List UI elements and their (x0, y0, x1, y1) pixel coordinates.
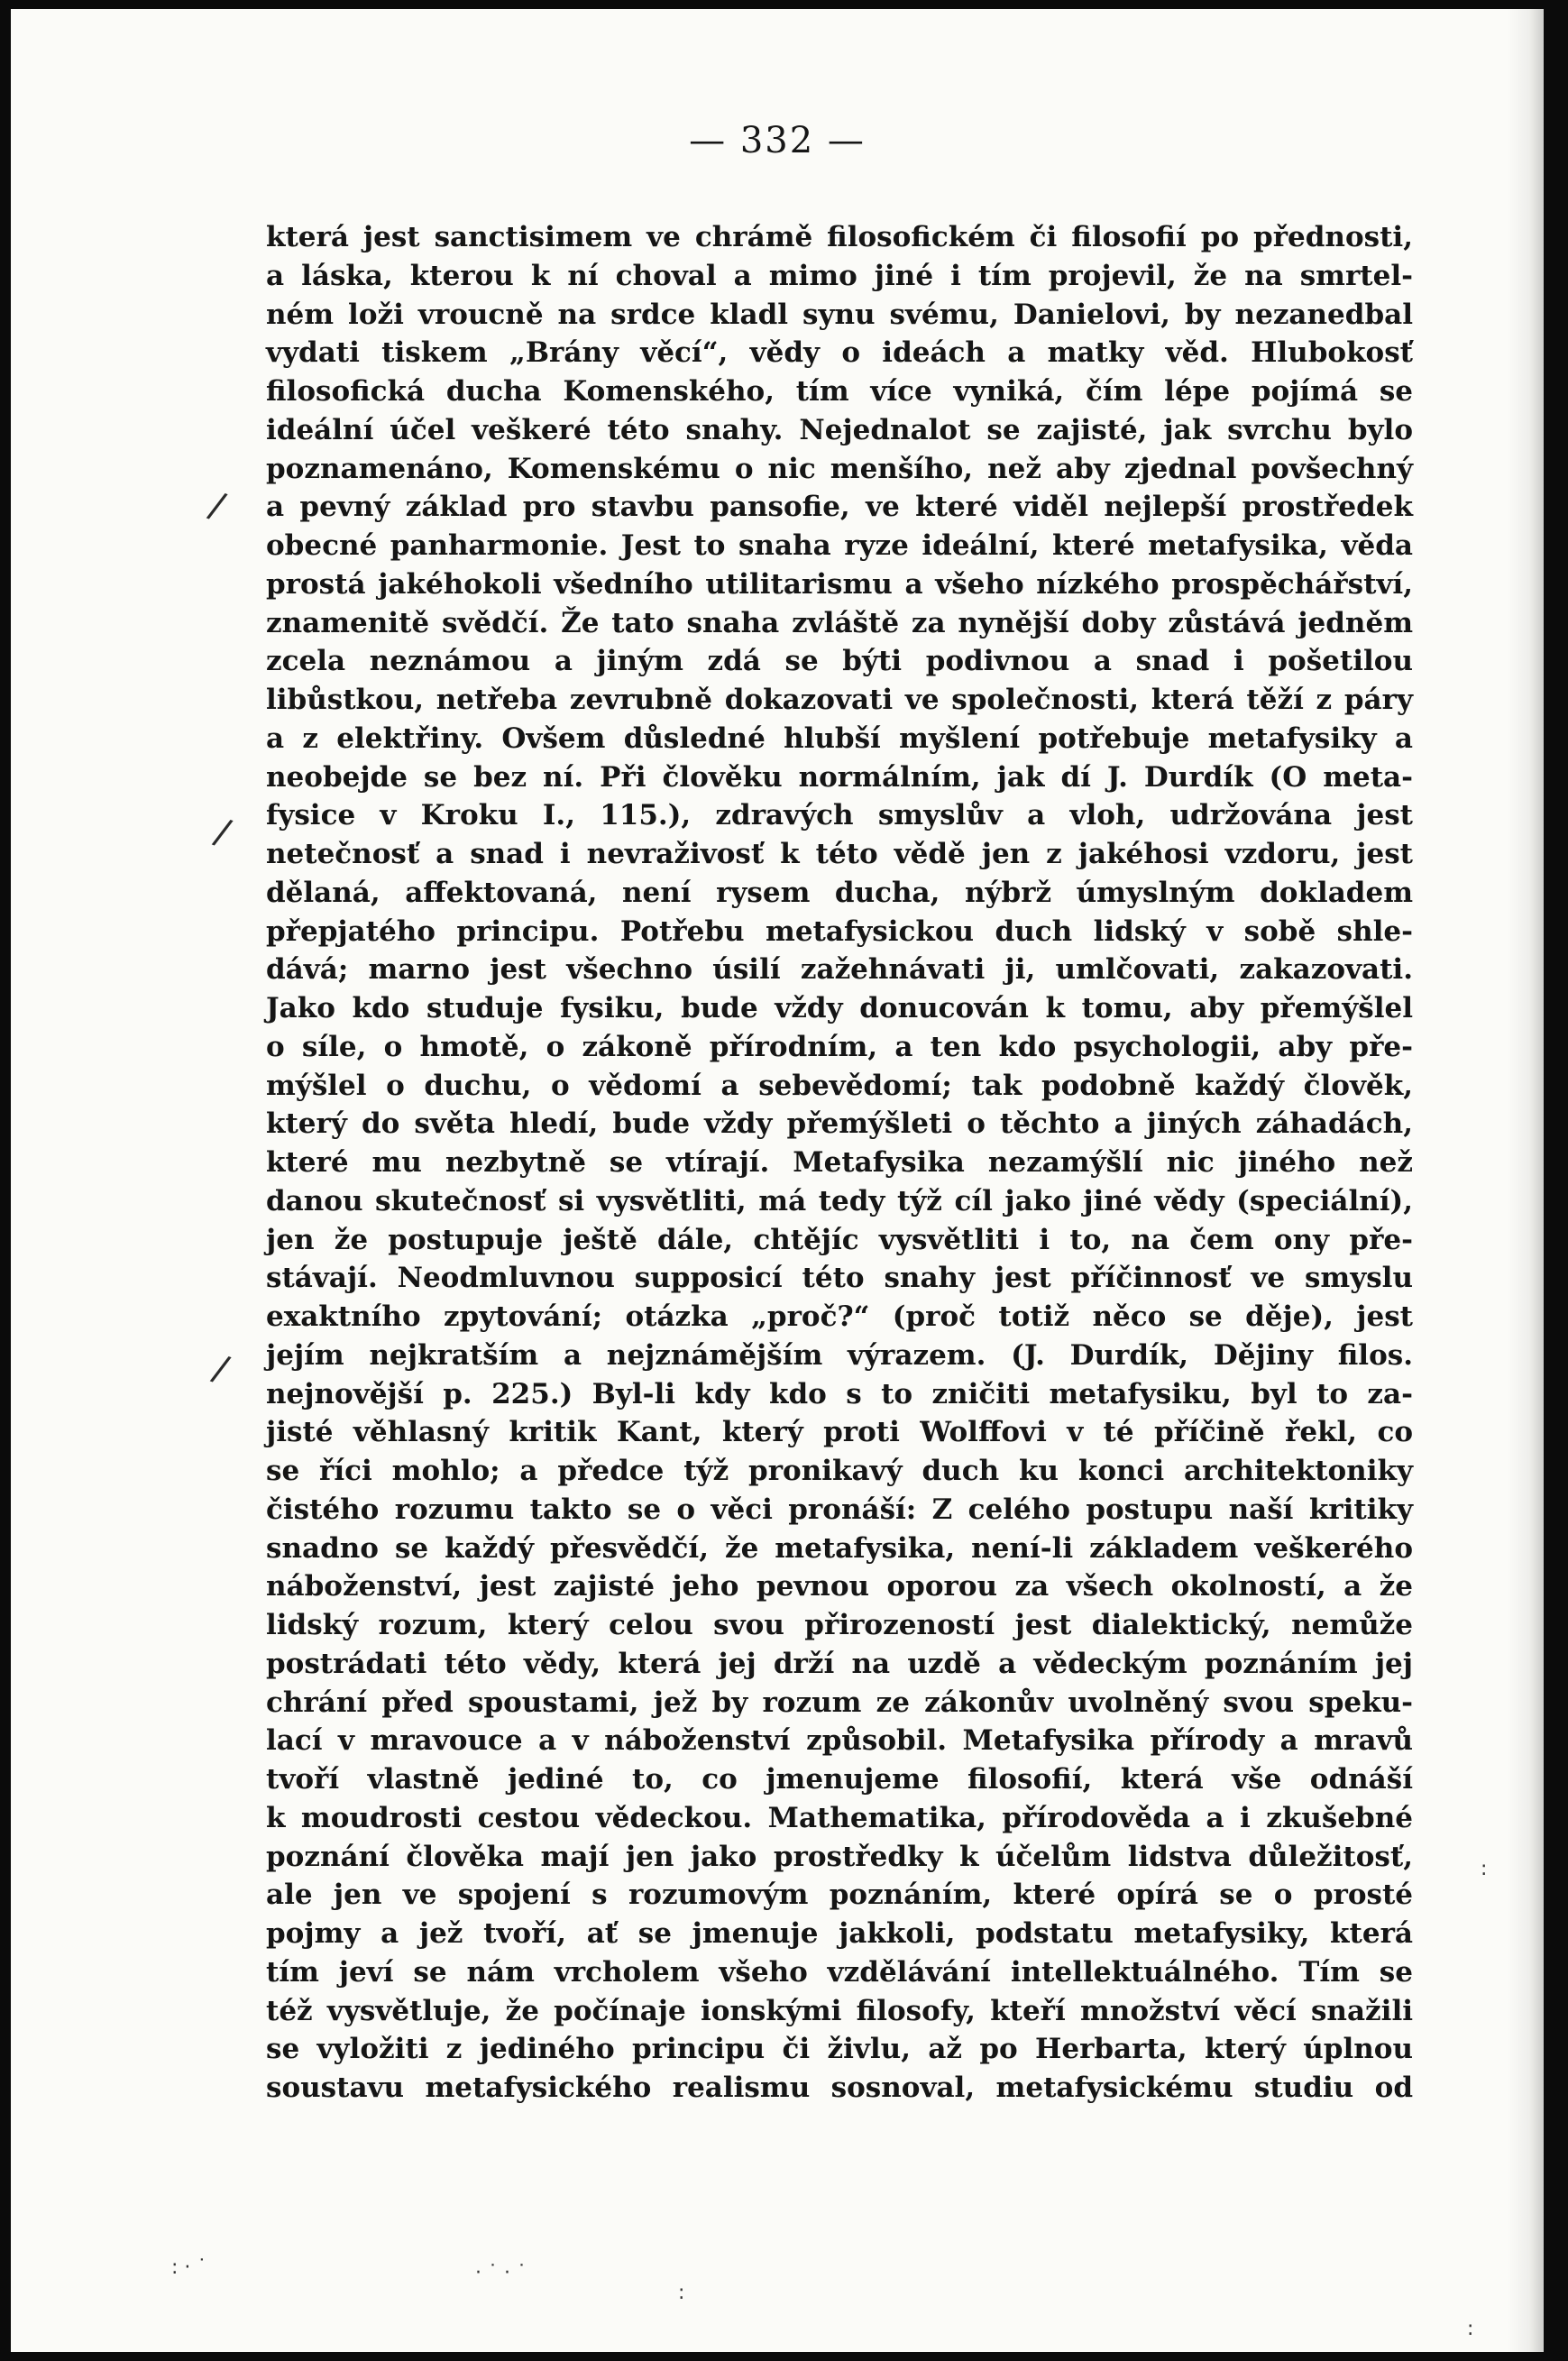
text-line: též vysvětluje, že počínaje ionskými filosofy, kteří množství věcí snažili (266, 1994, 1413, 2027)
text-line: Jako kdo studuje fysiku, bude vždy donucován k tomu, aby přemýšlel (266, 992, 1413, 1024)
text-line: dělaná, affektovaná, není rysem ducha, nýbrž úmyslným dokladem (266, 876, 1413, 909)
paper-speck: : (1481, 1858, 1488, 1880)
text-line: prostá jakéhokoli všedního utilitarismu a všeho nízkého prospěchářství, (266, 567, 1413, 601)
text-line: pojmy a jež tvoří, ať se jmenuje jakkoli, podstatu metafysiky, která (266, 1917, 1413, 1950)
scanned-page (11, 9, 1544, 2352)
text-line: která jest sanctisimem ve chrámě filosofickém či filosofií po přednosti, (266, 221, 1413, 253)
text-line: k moudrosti cestou vědeckou. Mathematika, přírodověda a i zkušebné (266, 1801, 1413, 1834)
text-line: netečnosť a snad i nevraživosť k této vědě jen z jakéhosi vzdoru, jest (266, 838, 1413, 870)
text-line: jejím nejkratším a nejznámějším výrazem. (J. Durdík, Dějiny filos. (266, 1338, 1413, 1372)
text-line: chrání před spoustami, jež by rozum ze zákonův uvolněný svou speku- (266, 1686, 1413, 1719)
text-line: poznamenáno, Komenskému o nic menšího, než aby zjednal povšechný (266, 452, 1413, 485)
text-line: snadno se každý přesvědčí, že metafysika, není-li základem veškerého (266, 1531, 1413, 1565)
text-line: libůstkou, netřeba zevrubně dokazovati ve společnosti, která těží z páry (266, 684, 1413, 716)
text-line: ném loži vroucně na srdce kladl synu svému, Danielovi, by nezanedbal (266, 298, 1413, 331)
text-line: exaktního zpytování; otázka „proč?“ (proč totiž něco se děje), jest (266, 1300, 1413, 1333)
text-line: lací v mravouce a v náboženství způsobil. Metafysika přírody a mravů (266, 1724, 1413, 1758)
text-line: neobejde se bez ní. Při člověku normálním, jak dí J. Durdík (O meta- (266, 760, 1413, 794)
margin-mark: / (207, 1347, 234, 1391)
text-line: fysice v Kroku I., 115.), zdravých smyslův a vloh, udržována jest (266, 799, 1413, 832)
text-line: filosofická ducha Komenského, tím více vyniká, čím lépe pojímá se (266, 375, 1413, 408)
text-line: ideální účel veškeré této snahy. Nejednalot se zajisté, jak svrchu bylo (266, 413, 1413, 446)
text-line: který do světa hledí, bude vždy přemýšleti o těchto a jiných záhadách, (266, 1107, 1413, 1141)
text-line: se vyložiti z jediného principu či živlu, až po Herbarta, který úplnou (266, 2033, 1413, 2066)
text-line: soustavu metafysického realismu sosnoval, metafysickému studiu od (266, 2072, 1413, 2104)
text-line: tvoří vlastně jediné to, co jmenujeme filosofií, která vše odnáší (266, 1763, 1413, 1796)
margin-mark: / (204, 484, 230, 528)
paper-speck: : (1467, 2318, 1474, 2340)
text-line: postrádati této vědy, která jej drží na uzdě a vědeckým poznáním jej (266, 1647, 1413, 1680)
text-line: a pevný základ pro stavbu pansofie, ve které viděl nejlepší prostředek (266, 491, 1413, 524)
text-line: dává; marno jest všechno úsilí zažehnávati ji, umlčovati, zakazovati. (266, 953, 1413, 987)
text-line: danou skutečnosť si vysvětliti, má tedy týž cíl jako jiné vědy (speciální), (266, 1184, 1413, 1217)
text-line: ale jen ve spojení s rozumovým poznáním, které opírá se o prosté (266, 1879, 1413, 1912)
paper-speck: · ˙ · ˙ (475, 2262, 527, 2284)
margin-mark: / (209, 811, 235, 854)
text-line: poznání člověka mají jen jako prostředky k účelům lidstva důležitosť, (266, 1840, 1413, 1873)
text-line: tím jeví se nám vrcholem všeho vzdělávání intellektuálného. Tím se (266, 1955, 1413, 1989)
body-text (266, 218, 1413, 2108)
text-line: o síle, o hmotě, o zákoně přírodním, a ten kdo psychologii, aby pře- (266, 1030, 1413, 1063)
text-line: stávají. Neodmluvnou supposicí této snahy jest příčinnosť ve smyslu (266, 1262, 1413, 1295)
paper-speck: : · ˙ (171, 2256, 207, 2279)
text-line: zcela neznámou a jiným zdá se býti podivnou a snad i pošetilou (266, 645, 1413, 678)
text-line: a z elektřiny. Ovšem důsledné hlubší myšlení potřebuje metafysiky a (266, 721, 1413, 755)
text-line: znamenitě svědčí. Že tato snaha zvláště za nynější doby zůstává jedněm (266, 606, 1413, 639)
text-line: lidský rozum, který celou svou přirozeností jest dialektický, nemůže (266, 1609, 1413, 1641)
text-line: čistého rozumu takto se o věci pronáší: Z celého postupu naší kritiky (266, 1493, 1413, 1526)
page-number: — 332 — (689, 120, 866, 161)
text-line: náboženství, jest zajisté jeho pevnou oporou za všech okolností, a že (266, 1570, 1413, 1603)
text-line: vydati tiskem „Brány věcí“, vědy o ideách a matky věd. Hlubokosť (266, 336, 1413, 370)
paper-speck: : (678, 2282, 685, 2304)
text-line: a láska, kterou k ní choval a mimo jiné i tím projevil, že na smrtel- (266, 259, 1413, 292)
text-line: jen že postupuje ještě dále, chtějíc vysvětliti i to, na čem ony pře- (266, 1223, 1413, 1256)
text-line: obecné panharmonie. Jest to snaha ryze ideální, které metafysika, věda (266, 529, 1413, 562)
text-line: nejnovější p. 225.) Byl-li kdy kdo s to zničiti metafysiku, byl to za- (266, 1377, 1413, 1410)
text-line: jisté věhlasný kritik Kant, který proti Wolffovi v té příčině řekl, co (266, 1416, 1413, 1449)
page-fold-shadow (1508, 9, 1544, 2352)
text-line: přepjatého principu. Potřebu metafysickou duch lidský v sobě shle- (266, 914, 1413, 948)
text-line: mýšlel o duchu, o vědomí a sebevědomí; tak podobně každý člověk, (266, 1069, 1413, 1102)
text-line: se říci mohlo; a předce týž pronikavý duch ku konci architektoniky (266, 1455, 1413, 1487)
text-line: které mu nezbytně se vtírají. Metafysika nezamýšlí nic jiného než (266, 1146, 1413, 1179)
